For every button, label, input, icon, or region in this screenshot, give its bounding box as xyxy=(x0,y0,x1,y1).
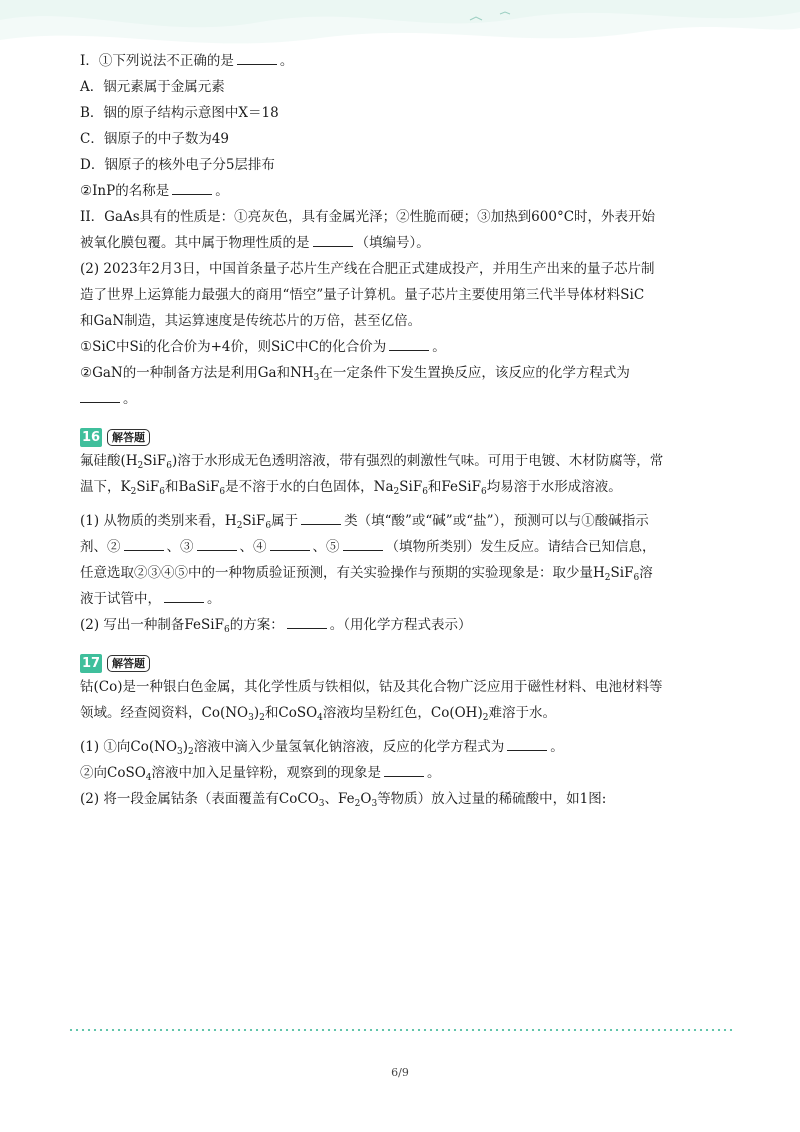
page-content: I．①下列说法不正确的是 。 A．铟元素属于金属元素 B．铟的原子结构示意图中X＝18 C．铟原子的中子数为49 D．铟原子的核外电子分5层排布 ②InP的名称是 。 II．GaAs具有的性质是：①亮灰色，具有金属光泽；②性脆而硬；③加热到600°C时，外表开始 被氧化膜包覆。其中属于物理性质的是 （填编号）。 (2) 2023年2月3日，中国首条量子芯片生产线在合肥正式建成投产，并用生产出来的量子芯片制 造了世界上运算能力最强大的商用“悟空”量子计算机。量子芯片主要使用第三代半导体材料SiC 和GaN制造，其运算速度是传统芯片的万倍，甚至亿倍。 ①SiC中Si的化合价为+4价，则SiC中C的化合价为 。 ②GaN的一种制备方法是利用Ga和$NH_3$在一定条件下发生置换反应，该反应的化学方程式为 。 16 解答题 氟硅酸$(H_2SiF_6)$溶于水形成无色透明溶液，带有强烈的刺激性气味。可用于电镀、木材防腐等，常 温下，$K_2SiF_6$和BaSiF$_6$是不溶于水的白色固体，$Na_2SiF_6$和FeSiF$_6$均易溶于水形成溶液。 (1) 从物质的类别来看，$H_2SiF_6$属于 类（填“酸”或“碱”或“盐”），预测可以与①酸碱指示 剂、② 、③ 、④ 、⑤ （填物所类别）发生反应。请结合已知信息， 任意选取②③④⑤中的一种物质验证预测，有关实验操作与预期的实验现象是：取少量$H_2SiF_6$溶 液于试管中， 。 (2) 写出一种制备FeSiF$_6$的方案： 。（用化学方程式表示） 17 解答题 钴(Co)是一种银白色金属，其化学性质与铁相似，钴及其化合物广泛应用于磁性材料、电池材料等 领域。经查阅资料，$Co(NO_3)_2$和CoSO$_4$溶液均呈粉红色，$Co(OH)_2$难溶于水。 (1) ①向$Co(NO_3)_2$溶液中滴入少量氢氧化钠溶液，反应的化学方程式为 。 ②向CoSO$_4$溶液中加入足量锌粉，观察到的现象是 。 (2) 将一段金属钴条（表面覆盖有CoCO$_3$、$Fe_2O_3$等物质）放入过量的稀硫酸中，如1图: xyxy=(80,48,730,812)
question-text: ①SiC中Si的化合价为+4价，则SiC中C的化合价为 xyxy=(80,339,387,355)
question-text: ②GaN的一种制备方法是利用Ga和NH xyxy=(80,365,314,381)
question-type-tag: 解答题 xyxy=(107,655,150,672)
question-text: 钴(Co)是一种银白色金属，其化学性质与铁相似，钴及其化合物广泛应用于磁性材料、电池材料等 xyxy=(80,679,663,695)
option-a: A．铟元素属于金属元素 xyxy=(80,79,225,95)
footer-dotted-divider xyxy=(68,1029,733,1031)
question-text: ②InP的名称是 xyxy=(80,183,170,199)
option-c: C．铟原子的中子数为49 xyxy=(80,131,230,147)
answer-blank[interactable] xyxy=(384,762,424,777)
answer-blank[interactable] xyxy=(301,510,341,525)
page-number: 6/9 xyxy=(391,1066,409,1079)
question-text: (2) 2023年2月3日，中国首条量子芯片生产线在合肥正式建成投产，并用生产出来的量子芯片制 xyxy=(80,261,655,277)
answer-blank[interactable] xyxy=(287,614,327,629)
option-b: B．铟的原子结构示意图中X＝18 xyxy=(80,105,279,121)
question-number-badge: 17 xyxy=(81,655,101,671)
answer-blank[interactable] xyxy=(389,336,429,351)
question-text: II．GaAs具有的性质是：①亮灰色，具有金属光泽；②性脆而硬；③加热到600°C时，外表开始 xyxy=(80,209,656,225)
question-16-header xyxy=(80,426,730,448)
question-text: 领域。经查阅资料，$Co(NO_3)_2$和CoSO$_4$溶液均呈粉红色，$Co(OH)_2$难溶于水。 xyxy=(80,705,556,723)
question-text: 被氧化膜包覆。其中属于物理性质的是 xyxy=(80,235,310,251)
answer-blank[interactable] xyxy=(164,588,204,603)
question-text: 造了世界上运算能力最强大的商用“悟空”量子计算机。量子芯片主要使用第三代半导体材料SiC xyxy=(80,287,645,303)
question-text: 和GaN制造，其运算速度是传统芯片的万倍，甚至亿倍。 xyxy=(80,313,422,329)
answer-blank[interactable] xyxy=(507,736,547,751)
answer-blank[interactable] xyxy=(313,232,353,247)
answer-blank[interactable] xyxy=(80,388,120,403)
answer-blank[interactable] xyxy=(124,536,164,551)
answer-blank[interactable] xyxy=(270,536,310,551)
question-text: I．①下列说法不正确的是 xyxy=(80,53,234,69)
question-number-badge: 16 xyxy=(81,429,101,445)
question-type-tag: 解答题 xyxy=(107,429,150,446)
question-text: 温下，$K_2SiF_6$和BaSiF$_6$是不溶于水的白色固体，$Na_2SiF_6$和FeSiF$_6$均易溶于水形成溶液。 xyxy=(80,479,622,497)
question-17-header xyxy=(80,652,730,674)
question-text: 氟硅酸$(H_2SiF_6)$溶于水形成无色透明溶液，带有强烈的刺激性气味。可用于电镀、木材防腐等，常 xyxy=(80,453,664,471)
option-d: D．铟原子的核外电子分5层排布 xyxy=(80,157,275,173)
answer-blank[interactable] xyxy=(237,50,277,65)
answer-blank[interactable] xyxy=(197,536,237,551)
answer-blank[interactable] xyxy=(172,180,212,195)
answer-blank[interactable] xyxy=(343,536,383,551)
